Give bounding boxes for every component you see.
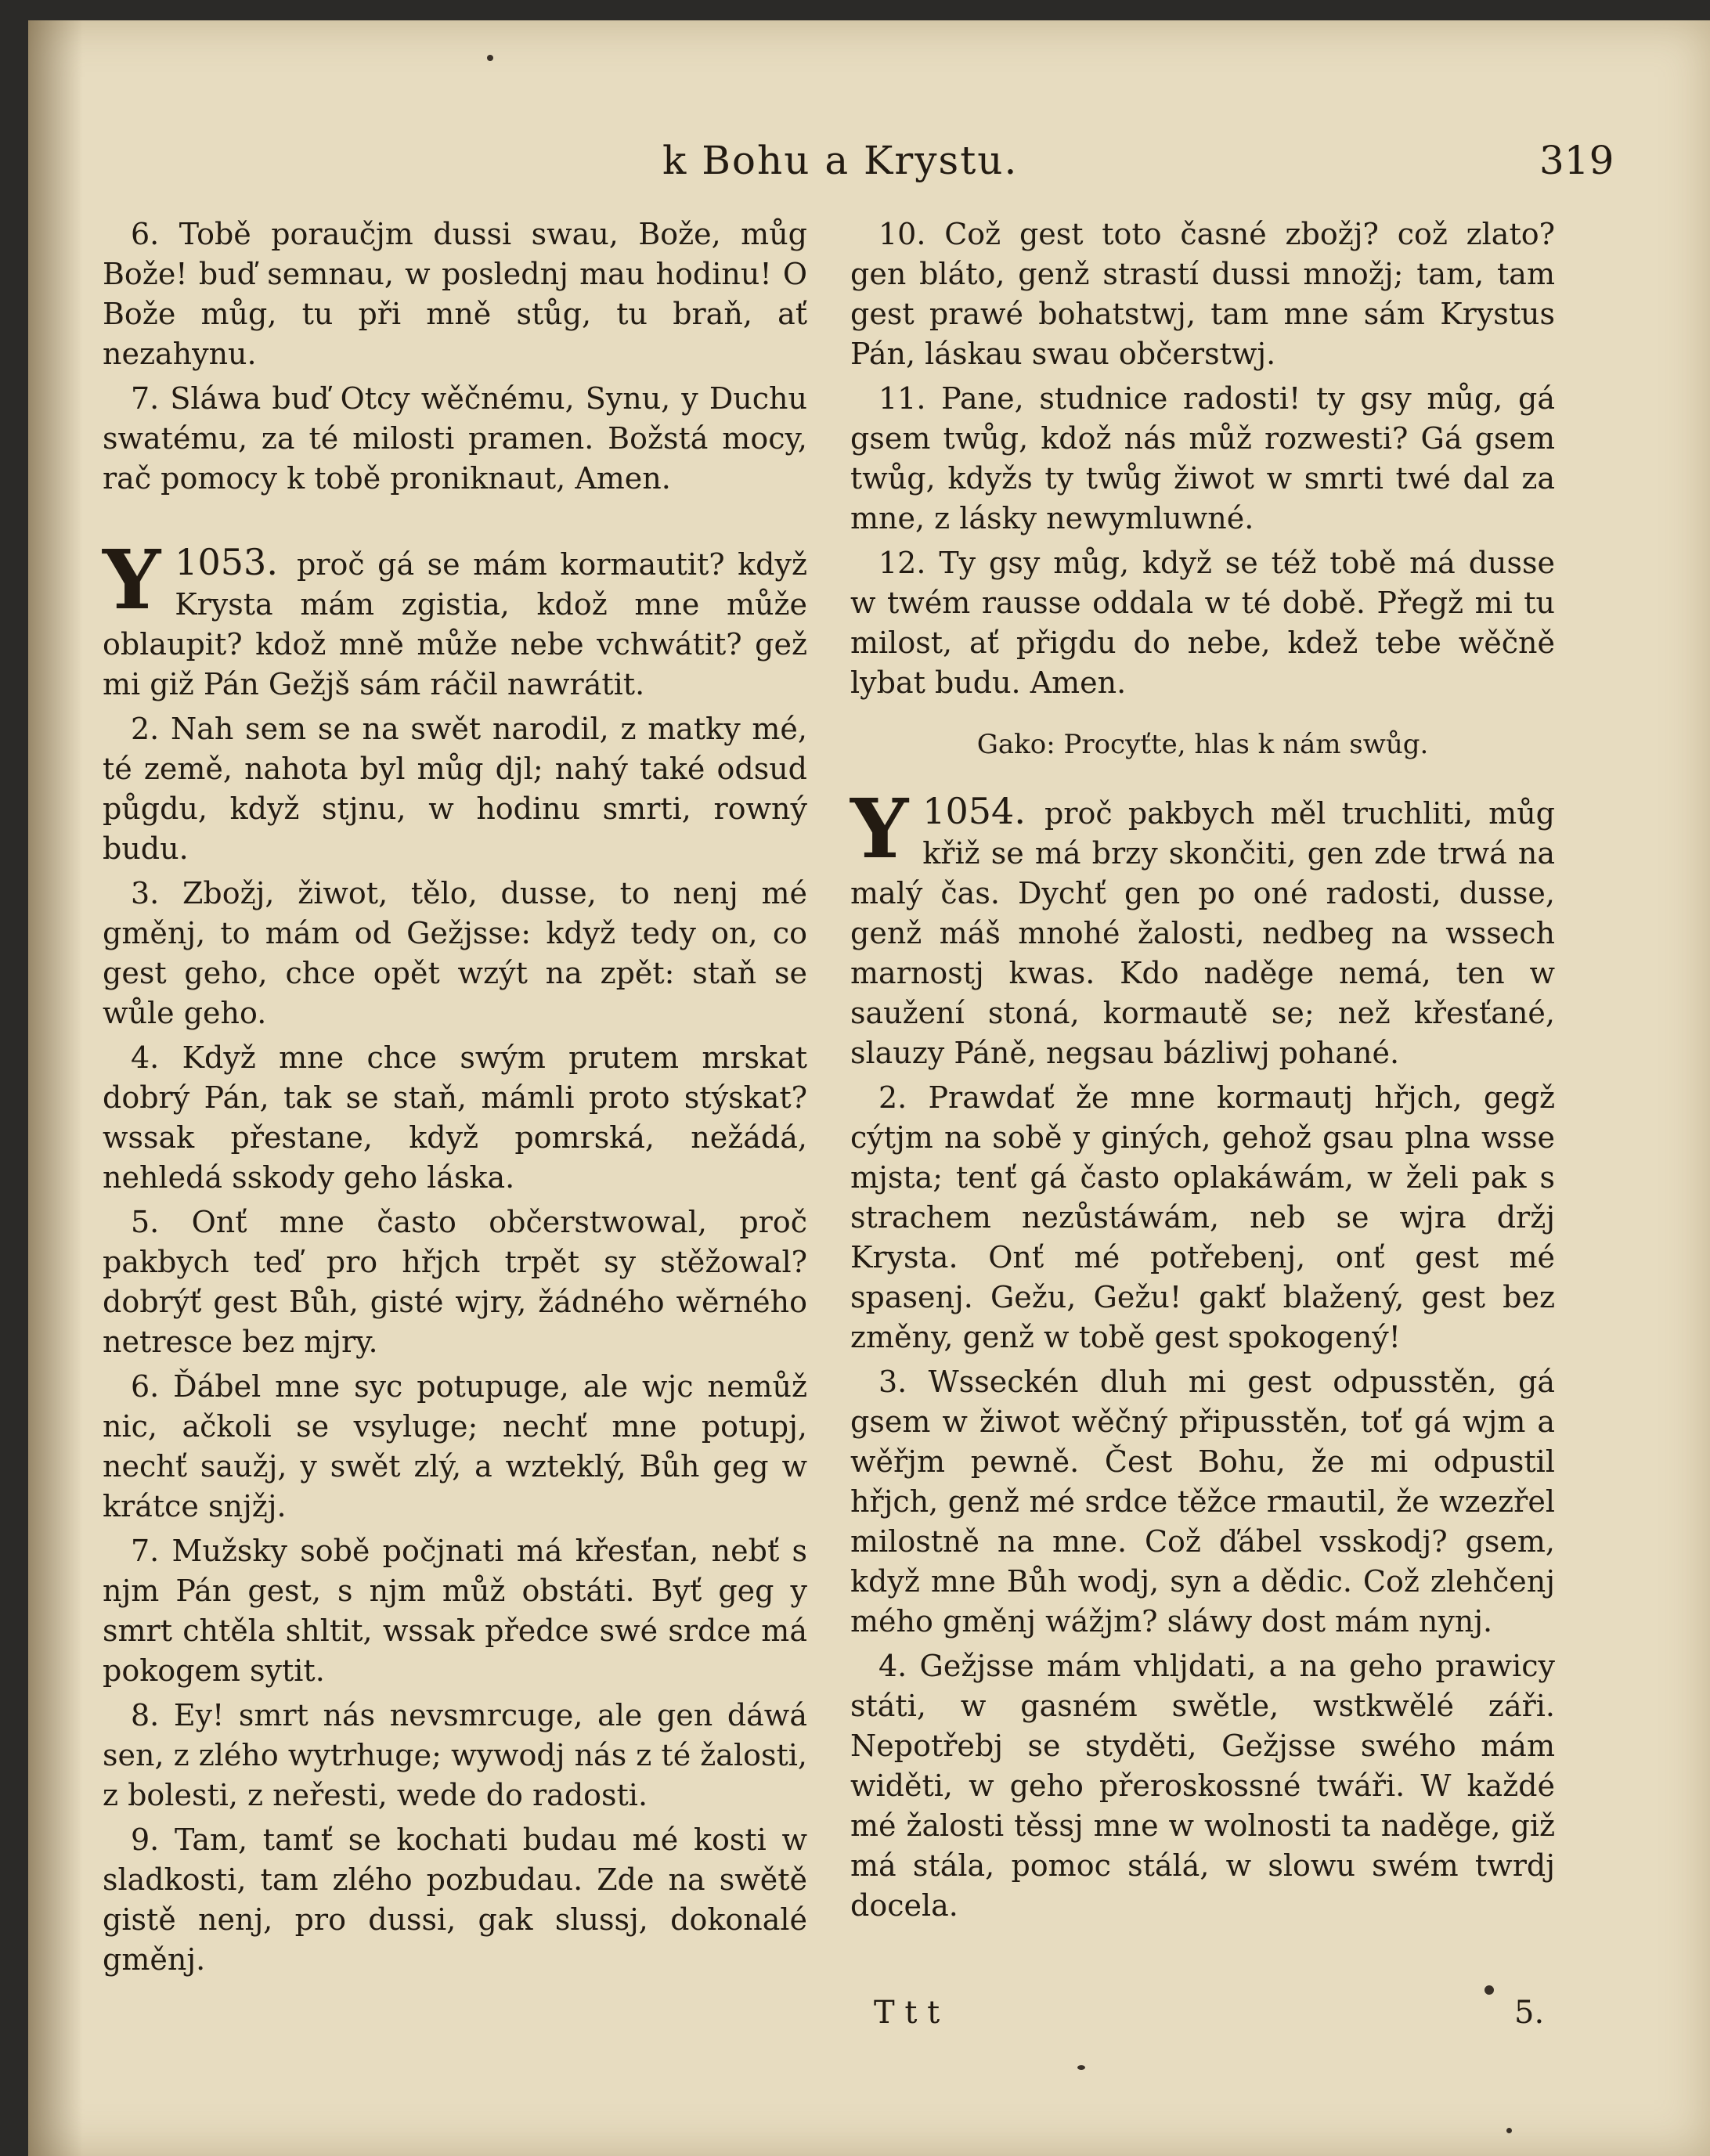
verse: 9. Tam, tamť se kochati budau mé kosti w sladkosti, tam zlého pozbudau. Zde na swětě gistě nenj, pro dussi, gak slussj, dokonalé gměnj. [103, 1823, 807, 1977]
hymn-first-verse-text: proč gá se mám kormautit? když Krysta mám zgistia, kdož mne může oblaupit? kdož mně může nebe vchwátit? gež mi giž Pán Gežjš sám ráčil nawrátit. [103, 547, 807, 701]
verse: 2. Prawdať že mne kormautj hřjch, gegž cýtjm na sobě y giných, gehož gsau plna wsse mjsta; tenť gá často oplakáwám, w želi pak s strachem nezůstáwám, neb se wjra držj Krysta. Onť mé potřebenj, onť gest mé spasenj. Gežu, Gežu! gakť blažený, gest bez změny, genž w tobě gest spokogený! [850, 1080, 1555, 1354]
verse: 6. Tobě poraučjm dussi swau, Bože, můg Bože! buď semnau, w poslednj mau hodinu! O Bože můg, tu při mně stůg, tu braň, ať nezahynu. [103, 217, 807, 371]
right-column [850, 215, 1555, 1931]
verse: 3. Zbožj, žiwot, tělo, dusse, to nenj mé gměnj, to mám od Gežjsse: když tedy on, co gest geho, chce opět wzýt na zpět: staň se wůle geho. [103, 876, 807, 1030]
verse: 4. Když mne chce swým prutem mrskat dobrý Pán, tak se staň, mámli proto stýskat? wssak přestane, když pomrská, nežádá, nehledá sskody geho láska. [103, 1040, 807, 1195]
signature-mark: T t t [874, 1995, 940, 2031]
hymn-first-verse-text: proč pakbych měl truchliti, můg křiž se má brzy skončiti, gen zde trwá na malý čas. Dychť gen po oné radosti, dusse, genž máš mnohé žalosti, nedbeg na wssech marnostj kwas. Kdo naděge nemá, ten w saužení stoná, kormautě se; než křesťané, slauzy Páně, negsau bázliwj pohané. [850, 796, 1555, 1070]
book-page [28, 20, 1710, 2156]
verse: 6. Ďábel mne syc potupuge, ale wjc nemůž nic, ačkoli se vsyluge; nechť mne potupj, nechť saužj, y swět zlý, a wzteklý, Bůh geg w krátce snjžj. [103, 1369, 807, 1523]
left-column [103, 215, 807, 1985]
verse: 4. Gežjsse mám vhljdati, a na geho prawicy státi, w gasném swětle, wstkwělé záři. Nepotřebj se styděti, Gežjsse swého mám widěti, w geho přeroskossné twáři. W každé mé žalosti těssj mne w wolnosti ta naděge, giž má stála, pomoc stálá, w slowu swém twrdj docela. [850, 1649, 1555, 1923]
verse: 2. Nah sem se na swět narodil, z matky mé, té země, nahota byl můg djl; nahý také odsud půgdu, když stjnu, w hodinu smrti, rowný budu. [103, 712, 807, 866]
hymn-first-verse [850, 781, 1555, 1073]
hymn-number: 1054. [922, 790, 1026, 832]
catchword: 5. [1514, 1995, 1545, 2031]
verse: 10. Což gest toto časné zbožj? což zlato? gen bláto, genž strastí dussi množj; tam, tam gest prawé bohatstwj, tam mne sám Krystus Pán, láskau swau občerstwj. [850, 217, 1555, 371]
hymn-first-verse [103, 532, 807, 705]
ink-speck [1485, 1985, 1494, 1995]
hymn-number: 1053. [175, 541, 278, 583]
verse: 5. Onť mne často občerstwowal, proč pakbych teď pro hřjch trpět sy stěžowal? dobrýť gest Bůh, gisté wjry, žádného wěrného netresce bez mjry. [103, 1205, 807, 1359]
hymn-1053 [103, 532, 807, 1980]
verse: 8. Ey! smrt nás nevsmrcuge, ale gen dáwá sen, z zlého wytrhuge; wywodj nás z té žalosti, z bolesti, z neřesti, wede do radosti. [103, 1698, 807, 1812]
drop-cap: Y [103, 532, 161, 628]
verse: 7. Mužsky sobě počjnati má křesťan, nebť s njm Pán gest, s njm můž obstáti. Byť geg y smrt chtěla shltit, wssak předce swé srdce má pokogem sytit. [103, 1534, 807, 1688]
page-number: 319 [1539, 138, 1614, 183]
drop-cap: Y [850, 781, 909, 877]
verse: 11. Pane, studnice radosti! ty gsy můg, gá gsem twůg, kdož nás můž rozwesti? Gá gsem twůg, kdyžs ty twůg žiwot w smrti twé dal za mne, z lásky newymluwné. [850, 381, 1555, 535]
verse: 12. Ty gsy můg, když se též tobě má dusse w twém rausse oddala w té době. Přegž mi tu milost, ať přigdu do nebe, kdež tebe wěčně lybat budu. Amen. [850, 546, 1555, 700]
running-title: k Bohu a Krystu. [662, 138, 1019, 183]
page-gutter-shadow [28, 20, 83, 2156]
ink-speck [1506, 2128, 1512, 2133]
tune-indication: Gako: Procyťte, hlas k nám swůg. [976, 729, 1429, 760]
ink-speck [1077, 2065, 1085, 2070]
verse: 7. Sláwa buď Otcy wěčnému, Synu, y Duchu swatému, za té milosti pramen. Božstá mocy, rač pomocy k tobě proniknaut, Amen. [103, 381, 807, 496]
running-header [28, 138, 1710, 193]
hymn-1054 [850, 781, 1555, 1926]
ink-speck [487, 55, 493, 61]
verse: 3. Wsseckén dluh mi gest odpusstěn, gá gsem w žiwot wěčný připusstěn, toť gá wjm a wěřjm pewně. Čest Bohu, že mi odpustil hřjch, genž mé srdce těžce rmautil, že wzezřel milostně na mne. Což ďábel vsskodj? gsem, když mne Bůh wodj, syn a dědic. Což zlehčenj mého gměnj wážjm? sláwy dost mám nynj. [850, 1365, 1555, 1639]
